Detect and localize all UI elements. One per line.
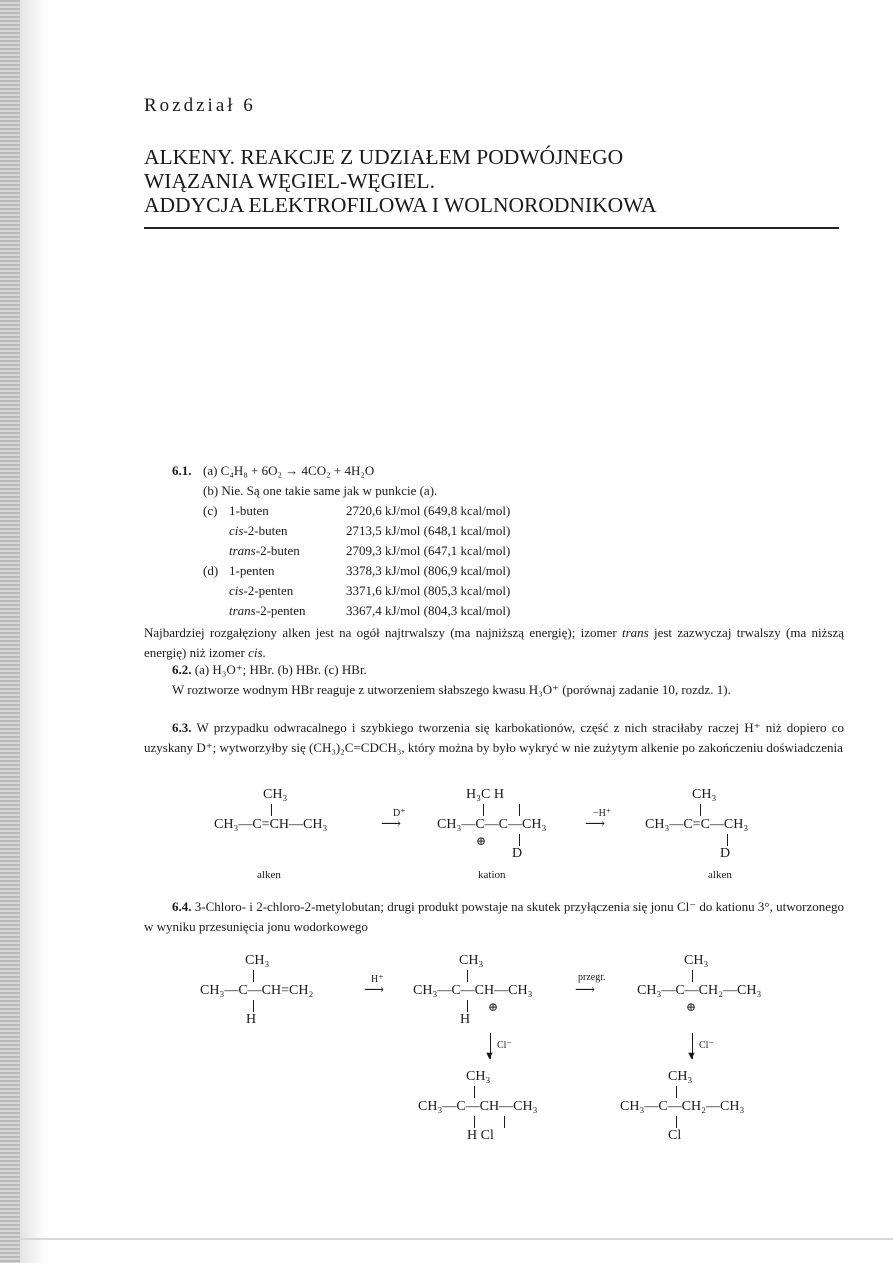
energy-row-name (229, 543, 300, 559)
energy-row-name (229, 503, 269, 519)
answer-6-3: 6.3. W przypadku odwracalnego i szybkiego tworzenia się karbokationów, część z nich straciłaby raczej H⁺ niż dopiero co uzyskany D⁺; wytworzyłby się (CH₃)₂C=CDCH₃, który można by było wykryć w nie zużytym alkenie po zakończeniu doświadczenia (144, 720, 844, 755)
arrow-shift: ⟶ (575, 983, 596, 998)
chapter-title (144, 145, 844, 217)
title-line-3: ADDYCJA ELEKTROFILOWA I WOLNORODNIKOWA (144, 193, 657, 217)
d-bond-top (474, 1086, 475, 1098)
title-line-2: WIĄZANIA WĘGIEL-WĘGIEL. (144, 169, 435, 193)
compound-name: -2-penten (255, 603, 306, 618)
answer-6-2-note: W roztworze wodnym HBr reaguje z utworzeniem słabszego kwasu H₃O⁺ (porównaj zadanie 10, rozdz. 1). (172, 682, 731, 697)
d-bond-bottom-1 (474, 1116, 475, 1128)
e-chlorine: Cl (668, 1128, 682, 1143)
answer-6-1-summary: Najbardziej rozgałęziony alken jest na ogół najtrwalszy (ma najniższą energię); izomer trans jest zazwyczaj trwalszy (ma niższą energię) niż izomer cis. (144, 625, 844, 660)
a-chain: CH₃—C—CH=CH₂ (200, 983, 314, 998)
s3-deuterium: D (720, 846, 731, 861)
label-alken-2: alken (708, 869, 732, 881)
down-arrow-2-head: ▼ (686, 1050, 697, 1062)
binding-edge (0, 0, 20, 1263)
down-arrow-2-reagent: Cl⁻ (699, 1040, 714, 1051)
s3-bond-top (700, 804, 701, 816)
s3-methyl: CH₃ (692, 787, 717, 802)
e-chain: CH₃—C—CH₂—CH₃ (620, 1099, 745, 1114)
a-bond-top (253, 970, 254, 982)
arrow-h: ⟶ (364, 983, 385, 998)
s1-bond (271, 804, 272, 816)
title-line-1: ALKENY. REAKCJE Z UDZIAŁEM PODWÓJNEGO (144, 145, 624, 169)
answer-6-1-c-label: (c) (203, 503, 218, 518)
answer-6-1-a: (a) C₄H₈ + 6O₂ → 4CO₂ + 4H₂O (203, 463, 375, 478)
e-bond-top (676, 1086, 677, 1098)
b-charge: ⊕ (488, 1000, 499, 1014)
energy-row-name (229, 583, 293, 599)
c-charge: ⊕ (686, 1000, 697, 1014)
arrow1-reagent: D⁺ (393, 808, 406, 819)
arrow2-reagent: −H⁺ (593, 808, 612, 819)
answer-6-1-d-label: (d) (203, 563, 219, 578)
energy-row-name (229, 563, 274, 579)
d-bond-bottom-2 (504, 1116, 505, 1128)
compound-name: 1-penten (229, 563, 275, 578)
answer-6-4: 6.4. 3-Chloro- i 2-chloro-2-metylobutan; drugi produkt powstaje na skutek przyłączenia się jonu Cl⁻ do kationu 3°, utworzonego w wyniku przesunięcia jonu wodorkowego (144, 899, 844, 934)
isomer-prefix: trans (229, 603, 256, 618)
b-chain: CH₃—C—CH—CH₃ (413, 983, 533, 998)
s2-deuterium: D (512, 846, 523, 861)
a-methyl: CH₃ (245, 953, 270, 968)
down-arrow-1-head: ▼ (484, 1050, 495, 1062)
label-alken-1: alken (257, 869, 281, 881)
s2-top: H₃C H (466, 787, 504, 802)
title-rule (144, 227, 839, 229)
compound-name: -2-buten (255, 543, 300, 558)
energy-row-value: 3371,6 kJ/mol (805,3 kcal/mol) (346, 583, 511, 598)
a-bond-bottom (253, 1000, 254, 1012)
c-methyl: CH₃ (684, 953, 709, 968)
b-bond-bottom (467, 1000, 468, 1012)
s2-bond-bottom (519, 834, 520, 846)
isomer-prefix: cis (229, 523, 244, 538)
isomer-prefix: trans (229, 543, 256, 558)
answer-6-1-b: (b) Nie. Są one takie same jak w punkcie (a). (203, 483, 438, 498)
b-methyl: CH₃ (459, 953, 484, 968)
d-chain: CH₃—C—CH—CH₃ (418, 1099, 538, 1114)
label-kation: kation (478, 869, 506, 881)
arrow-h-reagent: H⁺ (371, 974, 384, 985)
binding-shadow (20, 0, 46, 1263)
page-bottom-edge (20, 1238, 893, 1240)
s2-bond-top-1 (483, 804, 484, 816)
s3-bond-bottom (727, 834, 728, 846)
a-hydrogen: H (246, 1012, 257, 1027)
c-chain: CH₃—C—CH₂—CH₃ (637, 983, 762, 998)
energy-row-value: 2709,3 kJ/mol (647,1 kcal/mol) (346, 543, 511, 558)
d-substituents: H Cl (467, 1128, 494, 1143)
b-bond-top (467, 970, 468, 982)
answer-6-1-number: 6.1. (172, 463, 192, 478)
energy-row-name (229, 523, 288, 539)
energy-row-value: 3378,3 kJ/mol (806,9 kcal/mol) (346, 563, 511, 578)
energy-row-value: 2713,5 kJ/mol (648,1 kcal/mol) (346, 523, 511, 538)
s1-chain: CH₃—C=CH—CH₃ (214, 817, 328, 832)
compound-name: 1-buten (229, 503, 269, 518)
chapter-label: Rozdział 6 (144, 95, 256, 116)
answer-6-2: 6.2. (a) H₃O⁺; HBr. (b) HBr. (c) HBr. (172, 662, 367, 677)
energy-row-value: 3367,4 kJ/mol (804,3 kcal/mol) (346, 603, 511, 618)
d-methyl: CH₃ (466, 1069, 491, 1084)
b-hydrogen: H (460, 1012, 471, 1027)
s2-chain: CH₃—C—C—CH₃ (437, 817, 547, 832)
arrow1: ⟶ (381, 817, 402, 832)
s2-charge: ⊕ (476, 834, 487, 848)
s1-methyl: CH₃ (263, 787, 288, 802)
e-bond-bottom (676, 1116, 677, 1128)
e-methyl: CH₃ (668, 1069, 693, 1084)
isomer-prefix: cis (229, 583, 244, 598)
compound-name: -2-penten (243, 583, 294, 598)
down-arrow-1-reagent: Cl⁻ (497, 1040, 512, 1051)
s3-chain: CH₃—C=C—CH₃ (645, 817, 749, 832)
c-bond-top (692, 970, 693, 982)
compound-name: -2-buten (243, 523, 288, 538)
arrow2: ⟶ (585, 817, 606, 832)
arrow-shift-label: przegr. (578, 972, 606, 983)
s2-bond-top-2 (519, 804, 520, 816)
energy-row-name (229, 603, 306, 619)
energy-row-value: 2720,6 kJ/mol (649,8 kcal/mol) (346, 503, 511, 518)
